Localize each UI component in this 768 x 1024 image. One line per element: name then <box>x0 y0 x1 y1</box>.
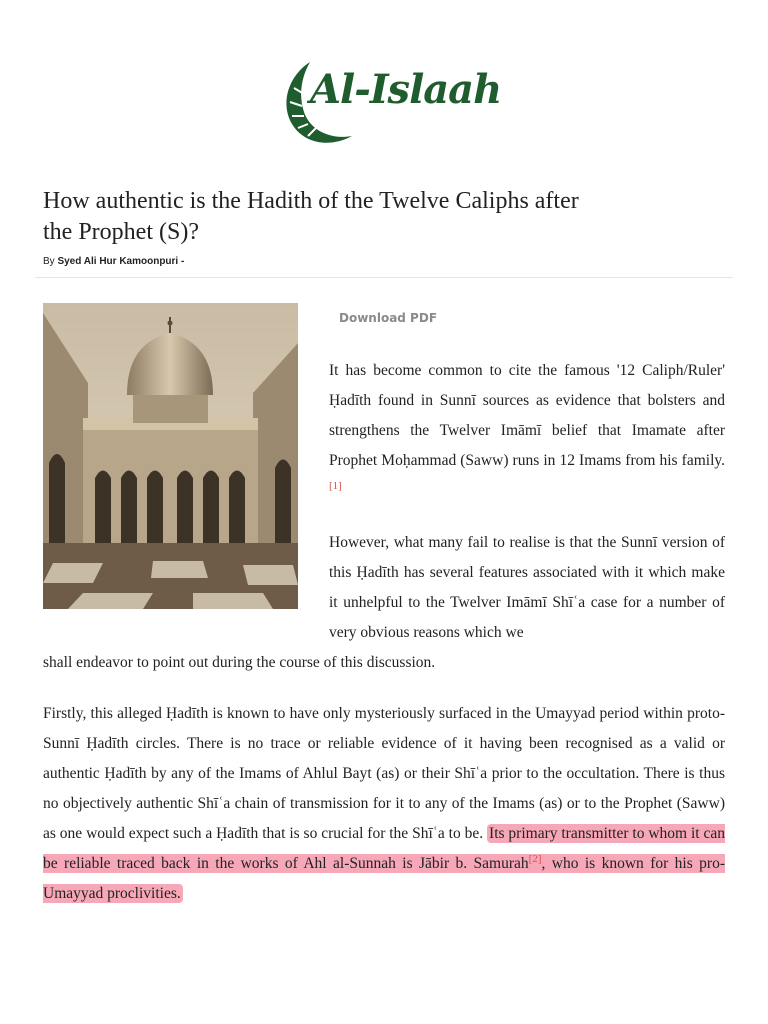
highlighted-text-part-2: , who is known for his pro-Umayyad proclivities. <box>43 855 725 902</box>
site-logo[interactable] <box>280 58 502 148</box>
paragraph-2: However, what many fail to realise is that the Sunnī version of this Ḥadīth has several features associated with it which make it unhelpful to the Twelver Imāmī Shīʿa case for a number of very obvious reasons which we <box>329 534 725 641</box>
paragraph-1-text: It has become common to cite the famous '12 Caliph/Ruler' Ḥadīth found in Sunnī sources as evidence that bolsters and strengthens the Twelver Imāmī belief that Imamate after Prophet Moḥammad (Saww) runs in 12 Imams from his family. <box>329 362 725 469</box>
paragraph-1 <box>329 356 725 506</box>
article-title: How authentic is the Hadith of the Twelve Caliphs after the Prophet (S)? <box>43 188 579 245</box>
byline <box>43 256 184 267</box>
footnote-1-link[interactable]: [1] <box>329 479 342 492</box>
logo-text: Al-Islaah <box>310 66 502 113</box>
footnote-2-link[interactable]: [2] <box>528 852 542 865</box>
byline-separator: - <box>178 256 185 267</box>
author-link[interactable]: Syed Ali Hur Kamoonpuri <box>57 256 179 267</box>
divider <box>35 277 733 278</box>
download-pdf-link[interactable]: Download PDF <box>339 311 438 325</box>
paragraph-2-continued: shall endeavor to point out during the course of this discussion. <box>43 654 436 671</box>
paragraph-3-text: Firstly, this alleged Ḥadīth is known to have only mysteriously surfaced in the Umayyad period within proto-Sunnī Ḥadīth circles. There is no trace or reliable evidence of it having been recognised as a valid or authentic Ḥadīth by any of the Imams of Ahlul Bayt (as) or their Shīʿa prior to the occultation. There is thus no objectively authentic Shīʿa chain of transmission for it to any of the Imams (as) or to the Prophet (Saww) as one would expect such a Ḥadīth that is so crucial for the Shīʿa to be. <box>43 705 725 842</box>
paragraph-3 <box>43 699 725 909</box>
highlighted-text-part-1: Its primary transmitter to whom it can be reliable traced back in the works of Ahl al-Sunnah is Jābir b. Samurah <box>43 825 726 872</box>
byline-prefix: By <box>43 256 55 267</box>
article-image <box>43 303 298 609</box>
